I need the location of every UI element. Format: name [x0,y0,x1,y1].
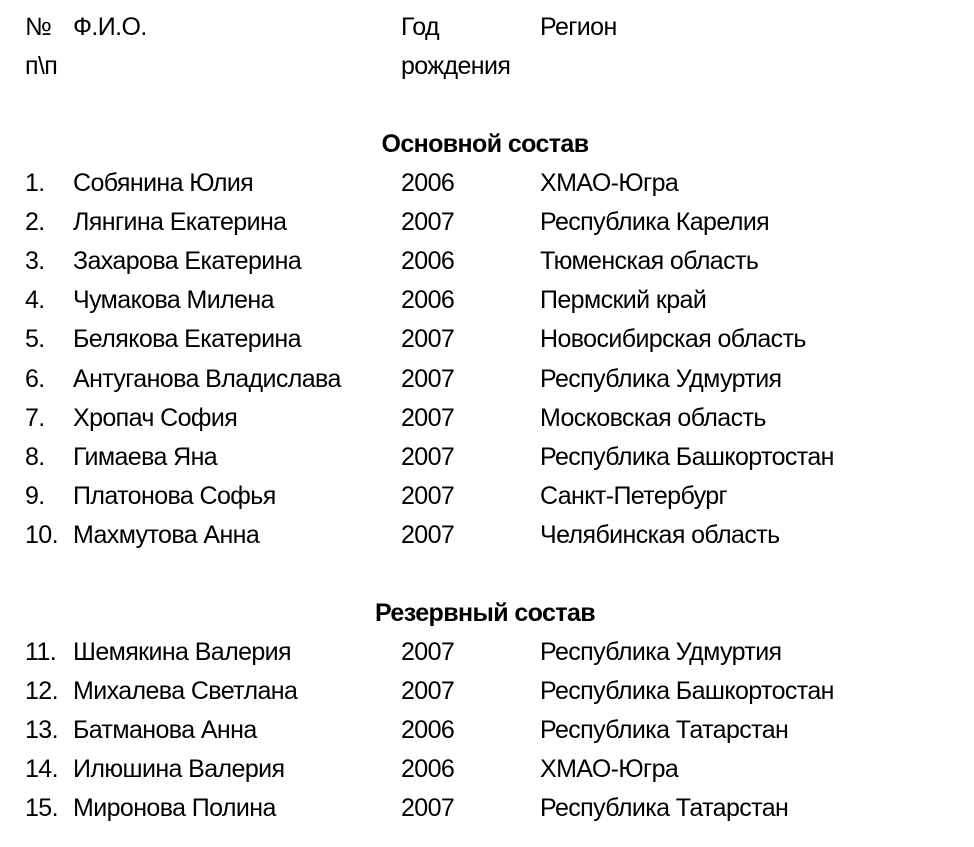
row-number: 6. [25,364,45,393]
header-num-sub: п\п [25,52,58,80]
birth-year: 2007 [401,325,455,354]
athlete-name: Михалева Светлана [73,677,298,706]
table-row [0,281,974,320]
athlete-name: Чумакова Милена [73,286,274,315]
header-name: Ф.И.О. [73,13,147,41]
region-name: Тюменская область [540,247,759,276]
birth-year: 2007 [401,442,455,471]
birth-year: 2007 [401,364,455,393]
header-row-2 [0,47,974,86]
region-name: Челябинская область [540,520,780,549]
section-title-reserve: Резервный состав [374,599,596,627]
birth-year: 2006 [401,716,455,745]
row-number: 3. [25,247,45,276]
row-number: 4. [25,286,45,315]
table-row [0,477,974,516]
region-name: Республика Башкортостан [540,442,834,471]
table-row [0,789,974,828]
row-number: 13. [25,716,58,745]
region-name: ХМАО-Югра [540,755,679,784]
table-row [0,360,974,399]
athlete-name: Батманова Анна [73,716,257,745]
region-name: Республика Татарстан [540,794,789,823]
region-name: Республика Удмуртия [540,638,782,666]
header-year-sub: рождения [401,52,511,80]
birth-year: 2006 [401,755,455,784]
birth-year: 2007 [401,208,455,237]
region-name: Республика Карелия [540,208,770,237]
athlete-name: Платонова Софья [73,481,276,510]
row-number: 2. [25,208,45,237]
row-number: 9. [25,481,45,510]
athlete-name: Белякова Екатерина [73,325,301,354]
birth-year: 2006 [401,286,455,315]
row-number: 14. [25,755,58,784]
row-number: 15. [25,794,58,823]
row-number: 5. [25,325,45,354]
athlete-name: Илюшина Валерия [73,755,285,784]
region-name: Республика Башкортостан [540,677,834,706]
region-name: Республика Татарстан [540,716,789,745]
row-number: 7. [25,403,45,432]
region-name: Новосибирская область [540,325,806,354]
athlete-name: Собянина Юлия [73,169,254,197]
birth-year: 2006 [401,169,455,197]
birth-year: 2007 [401,403,455,432]
table-row [0,633,974,672]
row-number: 1. [25,169,45,197]
table-row [0,242,974,281]
athlete-name: Хропач София [73,403,238,432]
athlete-name: Захарова Екатерина [73,247,302,276]
region-name: ХМАО-Югра [540,169,679,197]
athlete-name: Гимаева Яна [73,442,218,471]
athlete-name: Шемякина Валерия [73,638,291,666]
table-row [0,750,974,789]
table-row [0,203,974,242]
birth-year: 2007 [401,520,455,549]
region-name: Республика Удмуртия [540,364,782,393]
region-name: Пермский край [540,286,707,315]
header-num: № [25,13,52,41]
header-row-1 [0,8,974,47]
birth-year: 2007 [401,794,455,823]
row-number: 10. [25,520,58,549]
table-row [0,516,974,555]
athlete-name: Антуганова Владислава [73,364,341,393]
athlete-name: Махмутова Анна [73,520,260,549]
region-name: Московская область [540,403,766,432]
section-title-main: Основной состав [381,130,589,158]
table-row [0,711,974,750]
table-row [0,399,974,438]
row-number: 8. [25,442,45,471]
region-name: Санкт-Петербург [540,481,728,510]
table-row [0,164,974,203]
row-number: 11. [25,638,57,666]
birth-year: 2007 [401,481,455,510]
table-row [0,672,974,711]
header-region: Регион [540,13,617,41]
table-row [0,438,974,477]
header-year: Год [401,13,440,41]
athlete-name: Миронова Полина [73,794,276,823]
birth-year: 2006 [401,247,455,276]
birth-year: 2007 [401,677,455,706]
athlete-name: Лянгина Екатерина [73,208,287,237]
row-number: 12. [25,677,58,706]
birth-year: 2007 [401,638,455,666]
table-row [0,320,974,359]
